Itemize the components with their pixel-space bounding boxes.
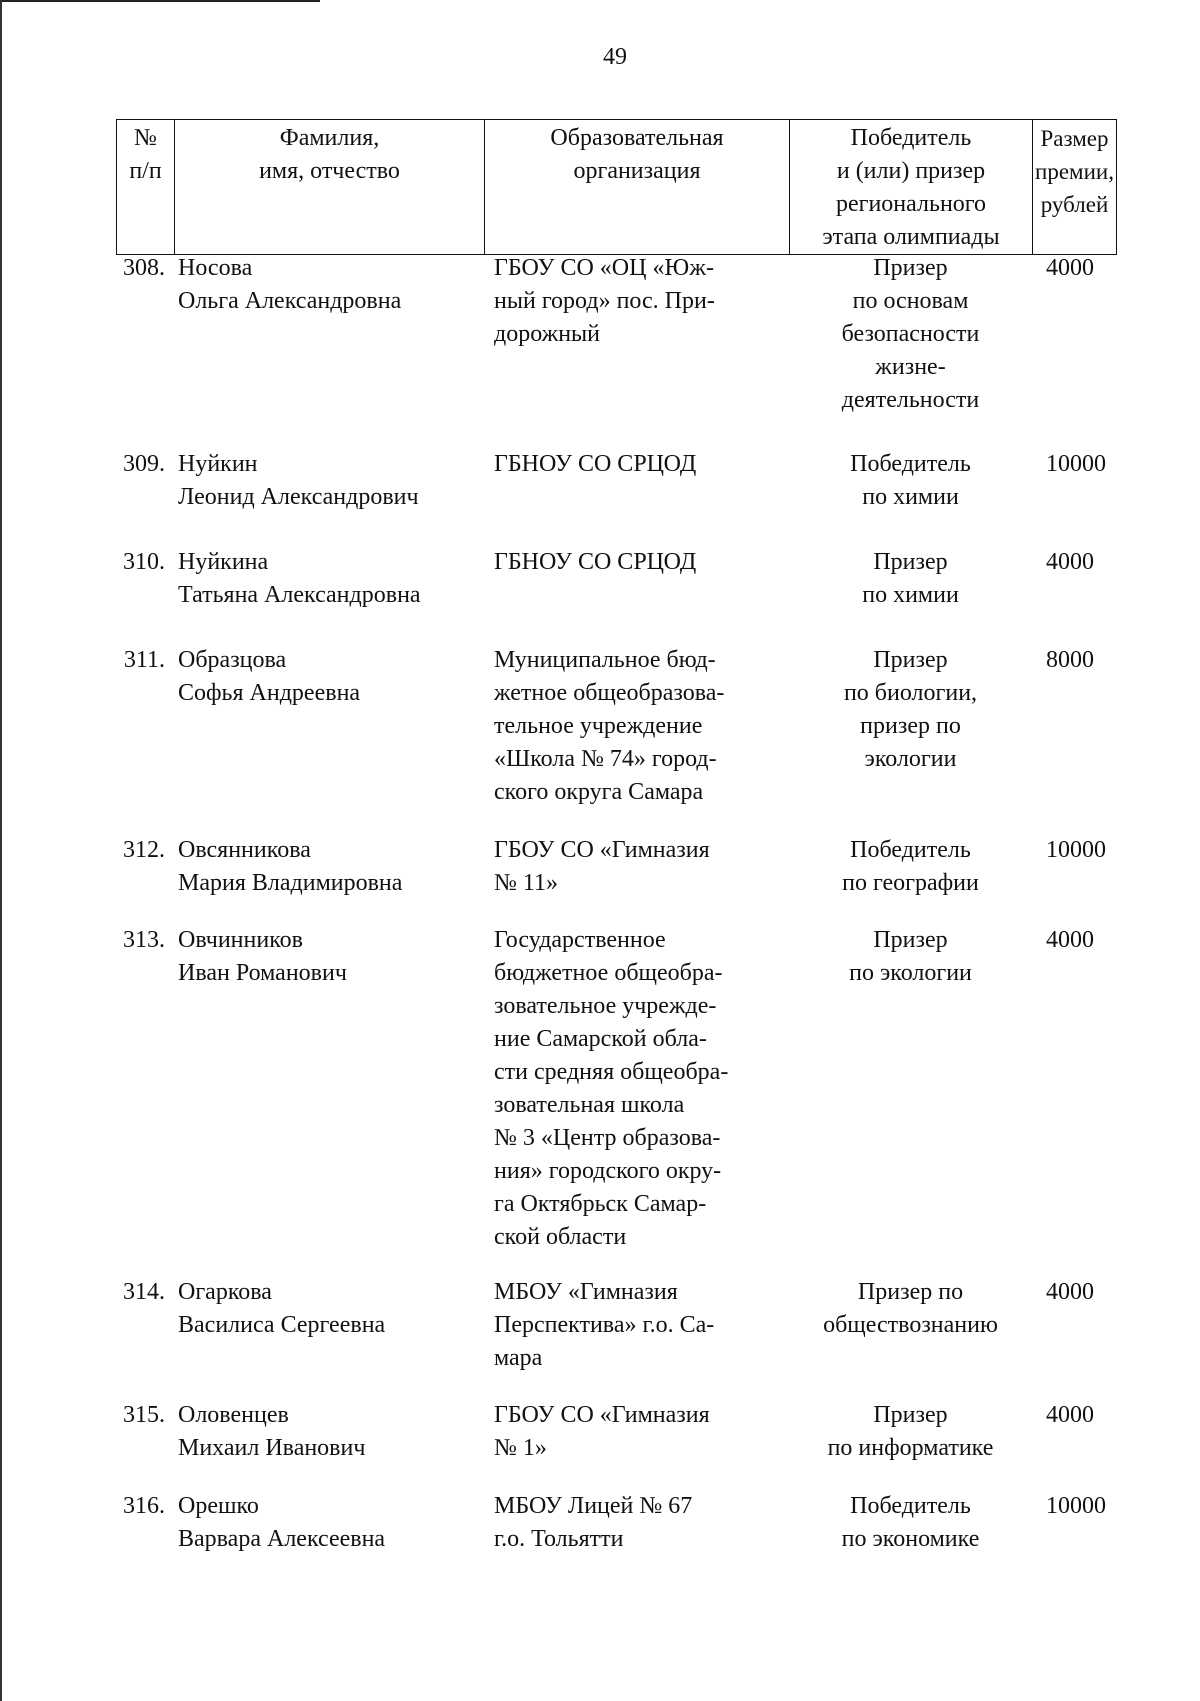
row-number: 316. bbox=[123, 1493, 165, 1519]
top-rule bbox=[0, 0, 320, 2]
table-row bbox=[116, 834, 1116, 924]
table-row bbox=[116, 1399, 1116, 1490]
left-edge-rule bbox=[0, 0, 2, 1701]
row-organization: МБОУ Лицей № 67 г.о. Тольятти bbox=[494, 1493, 693, 1552]
row-organization: ГБНОУ СО СРЦОД bbox=[494, 549, 697, 575]
row-prize: 4000 bbox=[1046, 255, 1094, 281]
row-organization: ГБОУ СО «Гимназия № 1» bbox=[494, 1402, 710, 1461]
table-row bbox=[116, 644, 1116, 834]
row-prize: 4000 bbox=[1046, 1279, 1094, 1305]
row-name: Нуйкин Леонид Александрович bbox=[178, 451, 419, 510]
row-prize: 10000 bbox=[1046, 837, 1106, 863]
table-row bbox=[116, 1490, 1116, 1570]
row-result: Призер по основам безопасности жизне- деятельности bbox=[841, 255, 980, 413]
row-organization: МБОУ «Гимназия Перспектива» г.о. Са- мара bbox=[494, 1279, 715, 1371]
row-number: 308. bbox=[123, 255, 165, 281]
table-row bbox=[116, 1276, 1116, 1399]
header-name: Фамилия, имя, отчество bbox=[175, 120, 485, 255]
row-prize: 8000 bbox=[1046, 647, 1094, 673]
row-result: Победитель по экономике bbox=[841, 1493, 980, 1552]
row-number: 313. bbox=[123, 927, 165, 953]
row-number: 312. bbox=[123, 837, 165, 863]
row-organization: Государственное бюджетное общеобра- зовательное учрежде- ние Самарской обла- сти средняя общеобра- зовательная школа № 3 «Центр образова- ния» городского окру- га Октябрьск Самар- ской области bbox=[494, 927, 729, 1250]
row-number: 310. bbox=[123, 549, 165, 575]
row-prize: 4000 bbox=[1046, 549, 1094, 575]
row-prize: 4000 bbox=[1046, 927, 1094, 953]
table-row bbox=[116, 252, 1116, 448]
row-number: 315. bbox=[123, 1402, 165, 1428]
row-organization: ГБНОУ СО СРЦОД bbox=[494, 451, 697, 477]
table-row bbox=[116, 924, 1116, 1276]
header-prize: Размер премии, рублей bbox=[1033, 120, 1117, 255]
header-organization: Образовательная организация bbox=[485, 120, 790, 255]
row-organization: ГБОУ СО «Гимназия № 11» bbox=[494, 837, 710, 896]
row-result: Победитель по химии bbox=[850, 451, 971, 510]
row-result: Победитель по географии bbox=[842, 837, 979, 896]
row-prize: 4000 bbox=[1046, 1402, 1094, 1428]
row-result: Призер по обществознанию bbox=[823, 1279, 998, 1338]
header-result: Победитель и (или) призер регионального этапа олимпиады bbox=[790, 120, 1033, 255]
table-header bbox=[116, 119, 1117, 255]
row-number: 314. bbox=[123, 1279, 165, 1305]
row-organization: Муниципальное бюд- жетное общеобразова- тельное учреждение «Школа № 74» город- ского округа Самара bbox=[494, 647, 725, 805]
table-row bbox=[116, 546, 1116, 644]
row-result: Призер по информатике bbox=[827, 1402, 994, 1461]
row-prize: 10000 bbox=[1046, 451, 1106, 477]
page-number: 49 bbox=[603, 44, 627, 70]
row-number: 311. bbox=[123, 647, 165, 673]
row-name: Овчинников Иван Романович bbox=[178, 927, 347, 986]
table-body bbox=[116, 252, 1116, 1570]
row-result: Призер по химии bbox=[862, 549, 959, 608]
row-name: Образцова Софья Андреевна bbox=[178, 647, 361, 706]
row-name: Овсянникова Мария Владимировна bbox=[178, 837, 403, 896]
row-name: Нуйкина Татьяна Александровна bbox=[178, 549, 421, 608]
row-number: 309. bbox=[123, 451, 165, 477]
table-row bbox=[116, 448, 1116, 546]
row-organization: ГБОУ СО «ОЦ «Юж- ный город» пос. При- дорожный bbox=[494, 255, 715, 347]
row-result: Призер по биологии, призер по экологии bbox=[843, 647, 978, 772]
row-name: Огаркова Василиса Сергеевна bbox=[178, 1279, 386, 1338]
row-name: Орешко Варвара Алексеевна bbox=[178, 1493, 386, 1552]
header-number: № п/п bbox=[117, 120, 175, 255]
row-name: Оловенцев Михаил Иванович bbox=[178, 1402, 366, 1461]
row-name: Носова Ольга Александровна bbox=[178, 255, 402, 314]
row-prize: 10000 bbox=[1046, 1493, 1106, 1519]
row-result: Призер по экологии bbox=[849, 927, 972, 986]
